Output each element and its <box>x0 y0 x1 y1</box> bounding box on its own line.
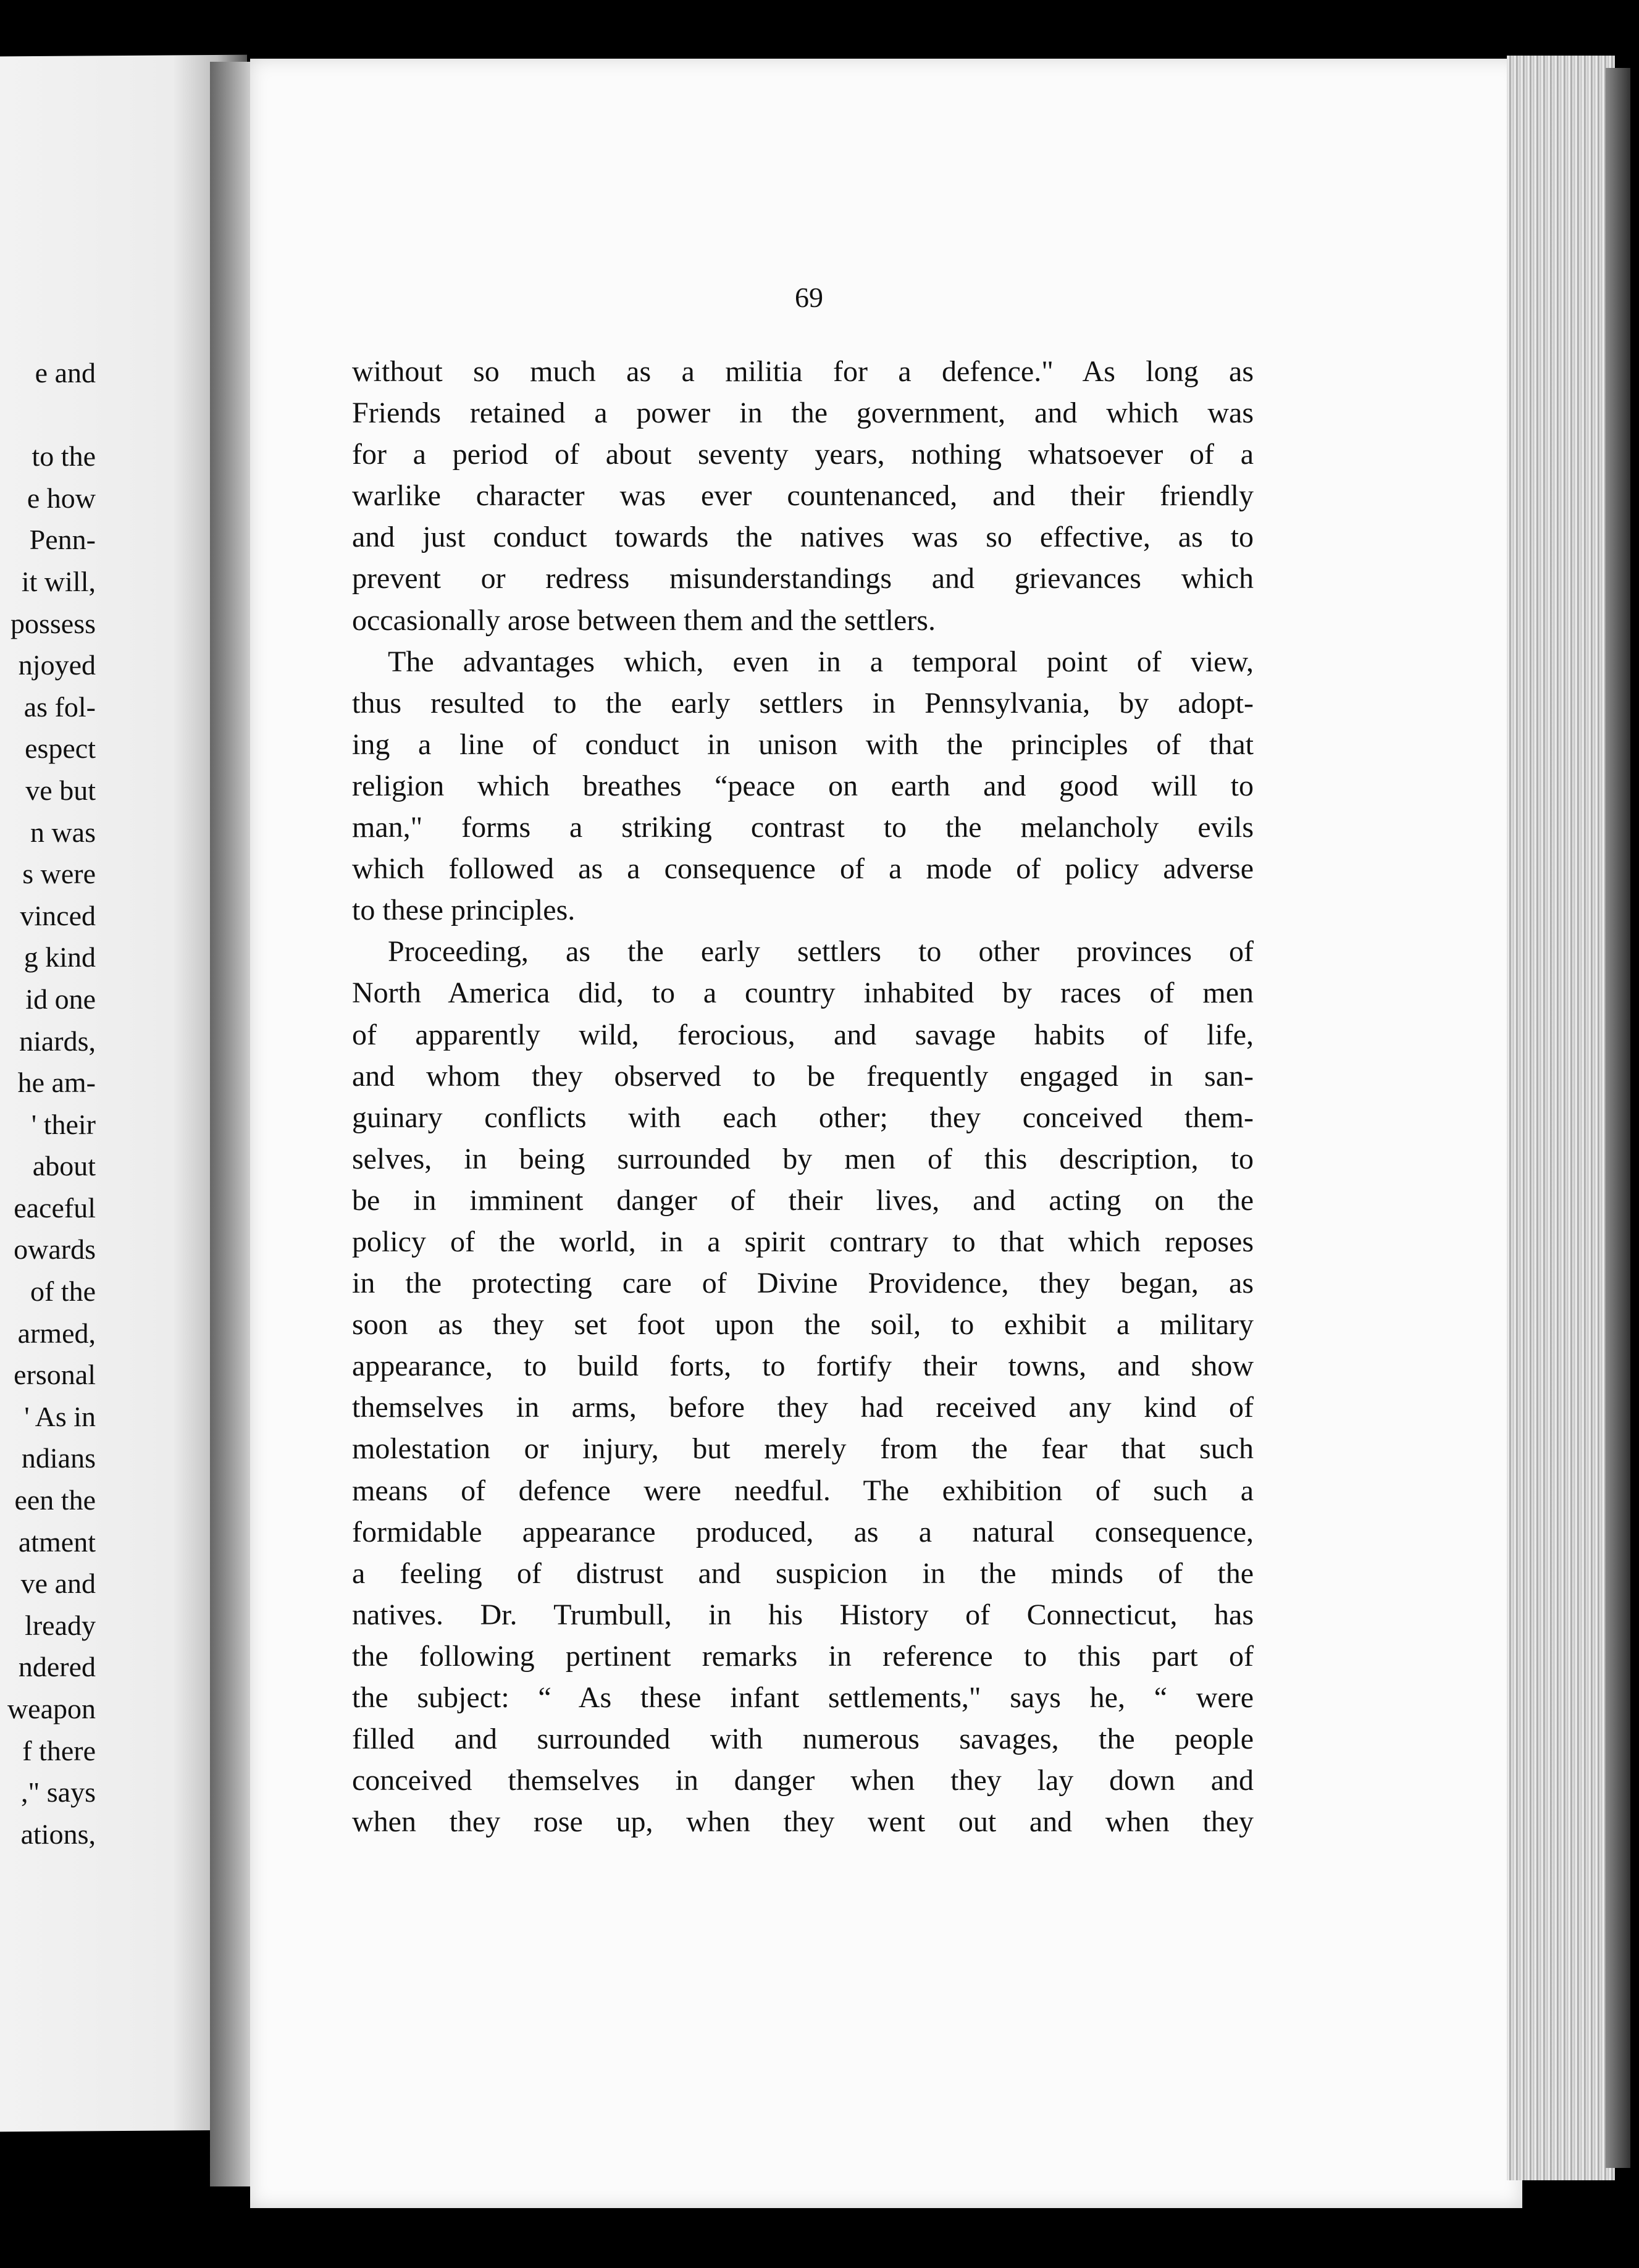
previous-page-line: weapon <box>7 1693 96 1724</box>
text-line: thus resulted to the early settlers in Pennsylvania, by adopt- <box>352 686 1254 720</box>
text-line: which followed as a consequence of a mode of policy adverse <box>352 852 1254 886</box>
text-line: of apparently wild, ferocious, and savage habits of life, <box>352 1018 1254 1051</box>
previous-page-line: it will, <box>21 565 96 597</box>
previous-page-line: een the <box>14 1484 96 1516</box>
previous-page-line: id one <box>25 983 96 1015</box>
text-line: soon as they set foot upon the soil, to exhibit a military <box>352 1308 1254 1342</box>
text-line: conceived themselves in danger when they lay down and <box>352 1764 1254 1797</box>
previous-page-line: Penn- <box>29 524 96 556</box>
previous-page-line: e and <box>35 357 96 388</box>
text-line: North America did, to a country inhabited by races of men <box>352 976 1254 1010</box>
previous-page-line: njoyed <box>18 649 96 681</box>
previous-page-line: owards <box>14 1233 96 1266</box>
text-line: and whom they observed to be frequently engaged in san- <box>352 1059 1254 1093</box>
previous-page-line: lready <box>25 1609 96 1641</box>
previous-page-line: of the <box>30 1275 96 1308</box>
previous-page-line: ations, <box>20 1818 96 1850</box>
text-line: filled and surrounded with numerous savages, the people <box>352 1723 1254 1756</box>
previous-page-line: ve but <box>25 774 96 806</box>
previous-page-line: possess <box>10 607 96 639</box>
text-line: religion which breathes “peace on earth and good will to <box>352 769 1254 802</box>
text-line: man," forms a striking contrast to the melancholy evils <box>352 811 1254 844</box>
text-line: formidable appearance produced, as a natural consequence, <box>352 1515 1254 1548</box>
previous-page-line: eaceful <box>14 1191 96 1224</box>
page-edges <box>1507 56 1615 2180</box>
previous-page-line: atment <box>18 1526 96 1558</box>
previous-page-line: s were <box>22 858 96 890</box>
previous-page-line: armed, <box>17 1317 96 1349</box>
text-line: The advantages which, even in a temporal point of view, <box>388 645 1254 678</box>
page-number: 69 <box>795 282 823 313</box>
text-line: Friends retained a power in the government, and which was <box>352 397 1254 430</box>
previous-page-line: vinced <box>20 899 96 931</box>
previous-page-line: about <box>32 1150 96 1182</box>
text-line: themselves in arms, before they had received any kind of <box>352 1391 1254 1424</box>
previous-page-line: ' As in <box>24 1400 96 1432</box>
text-line: when they rose up, when they went out and when they <box>352 1805 1254 1839</box>
text-line: for a period of about seventy years, nothing whatsoever of a <box>352 438 1254 471</box>
text-line: ing a line of conduct in unison with the principles of that <box>352 728 1254 761</box>
previous-page-line: g kind <box>23 941 96 973</box>
text-line: molestation or injury, but merely from the fear that such <box>352 1432 1254 1466</box>
text-line: selves, in being surrounded by men of this description, to <box>352 1142 1254 1175</box>
previous-page-line: ," says <box>21 1776 96 1808</box>
previous-page-line: niards, <box>19 1025 96 1057</box>
previous-page-line: espect <box>25 733 96 765</box>
text-line: appearance, to build forts, to fortify their towns, and show <box>352 1350 1254 1383</box>
text-line: means of defence were needful. The exhibition of such a <box>352 1474 1254 1507</box>
text-line: without so much as a militia for a defence." As long as <box>352 355 1254 388</box>
previous-page-line: ' their <box>31 1108 96 1140</box>
text-line: warlike character was ever countenanced, and their friendly <box>352 479 1254 513</box>
text-line: in the protecting care of Divine Providence, they began, as <box>352 1267 1254 1300</box>
text-line: policy of the world, in a spirit contrary to that which reposes <box>352 1225 1254 1258</box>
previous-page-line: to the <box>31 440 96 472</box>
previous-page-line: f there <box>22 1734 96 1766</box>
text-line: and just conduct towards the natives was so effective, as to <box>352 521 1254 554</box>
previous-page-line: as fol- <box>23 691 96 723</box>
previous-page-line: e how <box>27 482 96 514</box>
previous-page-line <box>0 394 96 436</box>
previous-page-line: ndered <box>18 1651 96 1683</box>
page-body-text <box>352 351 1254 1842</box>
previous-page-line: ndians <box>21 1442 96 1474</box>
previous-page-text <box>0 352 96 1855</box>
text-line: natives. Dr. Trumbull, in his History of Connecticut, has <box>352 1598 1254 1631</box>
page-edges-shadow <box>1606 68 1630 2168</box>
text-line: to these principles. <box>352 894 576 927</box>
text-line: the following pertinent remarks in reference to this part of <box>352 1639 1254 1673</box>
text-line: be in imminent danger of their lives, and acting on the <box>352 1183 1254 1217</box>
text-line: guinary conflicts with each other; they conceived them- <box>352 1101 1254 1134</box>
text-line: a feeling of distrust and suspicion in the minds of the <box>352 1556 1254 1590</box>
previous-page-line: ve and <box>20 1568 96 1600</box>
text-line: occasionally arose between them and the settlers. <box>352 603 936 637</box>
previous-page-line: he am- <box>17 1067 96 1099</box>
previous-page-line: n was <box>30 816 96 848</box>
text-line: Proceeding, as the early settlers to other provinces of <box>388 935 1254 968</box>
text-line: the subject: “ As these infant settlements," says he, “ were <box>352 1681 1254 1714</box>
previous-page-line: ersonal <box>14 1359 96 1391</box>
text-line: prevent or redress misunderstandings and grievances which <box>352 562 1254 595</box>
